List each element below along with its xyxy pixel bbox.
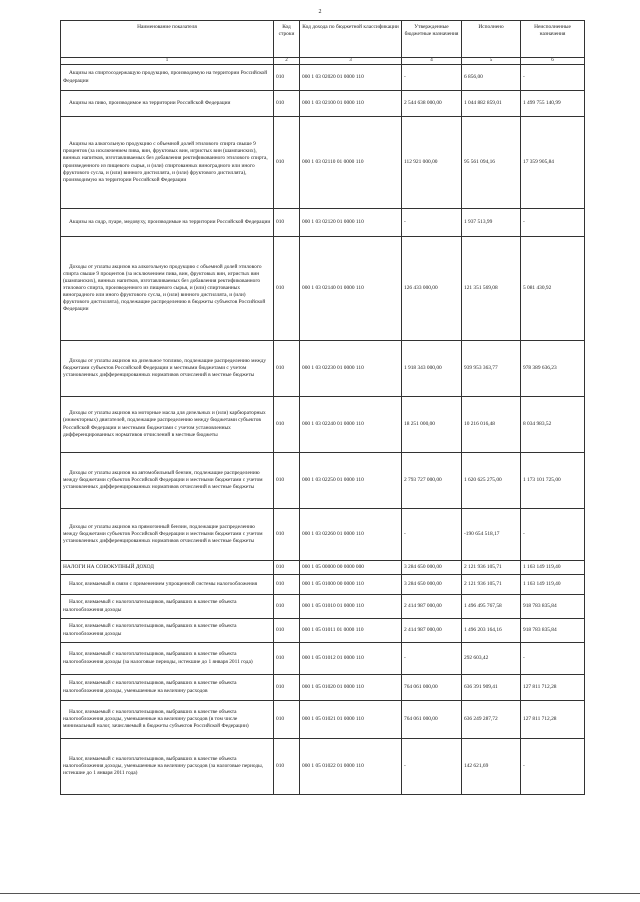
row-unexecuted-value: 1 163 149 119,40 — [521, 575, 585, 595]
row-income-code: 000 1 05 01022 01 0000 110 — [300, 739, 402, 795]
row-indicator-name: Акцизы на сидр, пуаре, медовуху, производимые на территории Российской Федерации — [61, 209, 274, 237]
row-unexecuted-value: 17 359 905,84 — [521, 117, 585, 209]
row-executed-value: 2 121 936 105,71 — [462, 561, 521, 575]
table-row — [61, 561, 585, 575]
row-approved-value: 764 061 000,00 — [402, 701, 462, 739]
row-unexecuted-value: - — [521, 509, 585, 561]
row-unexecuted-value: - — [521, 739, 585, 795]
table-row — [61, 117, 585, 209]
column-number-row — [61, 58, 585, 65]
row-executed-value: 142 621,69 — [462, 739, 521, 795]
row-income-code: 000 1 03 02250 01 0000 110 — [300, 453, 402, 509]
row-indicator-name: Налог, взимаемый в связи с применением упрощенной системы налогообложения — [61, 575, 274, 595]
header-income-code: Код дохода по бюджетной классификации — [300, 21, 402, 58]
row-approved-value: 2 544 638 000,00 — [402, 91, 462, 117]
row-approved-value: 2 414 987 000,00 — [402, 595, 462, 619]
row-line-code: 010 — [274, 595, 300, 619]
row-income-code: 000 1 05 01012 01 0000 110 — [300, 643, 402, 675]
row-unexecuted-value: 918 783 835,84 — [521, 595, 585, 619]
header-indicator-name: Наименование показателя — [61, 21, 274, 58]
row-line-code: 010 — [274, 675, 300, 701]
row-income-code: 000 1 03 02230 01 0000 110 — [300, 341, 402, 397]
bottom-rule — [0, 893, 640, 894]
row-executed-value: 1 044 882 859,01 — [462, 91, 521, 117]
row-executed-value: 10 216 016,48 — [462, 397, 521, 453]
row-income-code: 000 1 03 02110 01 0000 110 — [300, 117, 402, 209]
row-approved-value: 126 433 000,00 — [402, 237, 462, 341]
row-approved-value: 2 793 727 000,00 — [402, 453, 462, 509]
header-line-code: Код строки — [274, 21, 300, 58]
row-indicator-name: Акцизы на алкогольную продукцию с объемной долей этилового спирта свыше 9 процентов (за исключением пива, вин, фруктовых вин, игристых вин (шампанских), винных напитков, изготавливаемых без добавления ректификованного этилового спирта, произведенного из пищевого сырья, и (или) спиртованных виноградного или иного фруктового сусла, и (или) винного дистиллята, и (или) фруктового дистиллята), производимую на территории Российской Федерации — [61, 117, 274, 209]
table-row — [61, 91, 585, 117]
row-approved-value: - — [402, 739, 462, 795]
table-row — [61, 595, 585, 619]
row-executed-value: 1 496 495 767,58 — [462, 595, 521, 619]
row-approved-value: - — [402, 209, 462, 237]
row-income-code: 000 1 05 01021 01 0000 110 — [300, 701, 402, 739]
row-approved-value: - — [402, 643, 462, 675]
row-income-code: 000 1 05 01010 01 0000 110 — [300, 595, 402, 619]
row-line-code: 010 — [274, 453, 300, 509]
row-income-code: 000 1 05 01020 01 0000 110 — [300, 675, 402, 701]
row-executed-value: 1 620 625 275,00 — [462, 453, 521, 509]
row-income-code: 000 1 05 01000 00 0000 110 — [300, 575, 402, 595]
column-number: 1 — [61, 58, 274, 65]
row-income-code: 000 1 03 02140 01 0000 110 — [300, 237, 402, 341]
table-row — [61, 209, 585, 237]
row-income-code: 000 1 03 02240 01 0000 110 — [300, 397, 402, 453]
column-number: 3 — [300, 58, 402, 65]
row-indicator-name: Акцизы на спиртосодержащую продукцию, производимую на территории Российской Федерации — [61, 65, 274, 91]
column-number: 2 — [274, 58, 300, 65]
row-executed-value: 1 937 513,99 — [462, 209, 521, 237]
row-executed-value: 95 561 094,16 — [462, 117, 521, 209]
row-indicator-name: Налог, взимаемый с налогоплательщиков, выбравших в качестве объекта налогообложения доходы — [61, 619, 274, 643]
row-unexecuted-value: 918 783 835,84 — [521, 619, 585, 643]
header-approved: Утвержденные бюджетные назначения — [402, 21, 462, 58]
row-unexecuted-value: 1 499 755 140,99 — [521, 91, 585, 117]
row-line-code: 010 — [274, 701, 300, 739]
table-row — [61, 643, 585, 675]
row-indicator-name: Доходы от уплаты акцизов на дизельное топливо, подлежащие распределению между бюджетами субъектов Российской Федерации и местными бюджетами с учетом установленных дифференцированных нормативов отчислений в местные бюджеты — [61, 341, 274, 397]
row-line-code: 010 — [274, 397, 300, 453]
header-unexecuted: Неисполненные назначения — [521, 21, 585, 58]
row-indicator-name: Акцизы на пиво, производимое на территории Российской Федерации — [61, 91, 274, 117]
row-approved-value: 3 284 650 000,00 — [402, 561, 462, 575]
row-unexecuted-value: 5 081 430,92 — [521, 237, 585, 341]
row-line-code: 010 — [274, 509, 300, 561]
page-number: 2 — [318, 9, 322, 15]
row-approved-value: 764 061 000,00 — [402, 675, 462, 701]
row-unexecuted-value: - — [521, 65, 585, 91]
column-number: 6 — [521, 58, 585, 65]
row-income-code: 000 1 05 01011 01 0000 110 — [300, 619, 402, 643]
column-number: 4 — [402, 58, 462, 65]
table-row — [61, 341, 585, 397]
row-approved-value: 112 921 000,00 — [402, 117, 462, 209]
row-income-code: 000 1 03 02120 01 0000 110 — [300, 209, 402, 237]
row-line-code: 010 — [274, 209, 300, 237]
row-approved-value: 2 414 987 000,00 — [402, 619, 462, 643]
table-row — [61, 453, 585, 509]
row-indicator-name: Доходы от уплаты акцизов на алкогольную продукцию с объемной долей этилового спирта свыше 9 процентов (за исключением пива, вин, фруктовых вин, игристых вин (шампанских), винных напитков, изготавливаемых без добавления ректификованного этилового спирта, произведенного из пищевого сырья, и (или) спиртованных виноградного или иного фруктового сусла, и (или) винного дистиллята, и (или) фруктового дистиллята), подлежащие распределению в бюджеты субъектов Российской Федерации — [61, 237, 274, 341]
row-unexecuted-value: 1 173 101 725,00 — [521, 453, 585, 509]
row-line-code: 010 — [274, 117, 300, 209]
row-indicator-name: Доходы от уплаты акцизов на прямогонный бензин, подлежащие распределению между бюджетами субъектов Российской Федерации и местными бюджетами с учетом установленных дифференцированных нормативов отчислений в местные бюджеты — [61, 509, 274, 561]
header-executed: Исполнено — [462, 21, 521, 58]
row-unexecuted-value: 127 811 712,28 — [521, 675, 585, 701]
row-indicator-name: Доходы от уплаты акцизов на автомобильный бензин, подлежащие распределению между бюджетами субъектов Российской Федерации и местными бюджетами с учетом установленных дифференцированных нормативов отчислений в местные бюджеты — [61, 453, 274, 509]
row-executed-value: 6 856,00 — [462, 65, 521, 91]
row-unexecuted-value: 8 034 983,52 — [521, 397, 585, 453]
row-income-code: 000 1 03 02260 01 0000 110 — [300, 509, 402, 561]
row-line-code: 010 — [274, 619, 300, 643]
row-line-code: 010 — [274, 237, 300, 341]
table-row — [61, 619, 585, 643]
row-line-code: 010 — [274, 65, 300, 91]
column-number: 5 — [462, 58, 521, 65]
row-indicator-name: Доходы от уплаты акцизов на моторные масла для дизельных и (или) карбюраторных (инжекторных) двигателей, подлежащие распределению между бюджетами субъектов Российской Федерации и местными бюджетами с учетом установленных дифференцированных нормативов отчислений в местные бюджеты — [61, 397, 274, 453]
row-income-code: 000 1 05 00000 00 0000 000 — [300, 561, 402, 575]
row-unexecuted-value: - — [521, 643, 585, 675]
row-executed-value: 1 496 203 164,16 — [462, 619, 521, 643]
row-indicator-name: Налог, взимаемый с налогоплательщиков, выбравших в качестве объекта налогообложения доходы — [61, 595, 274, 619]
table-row — [61, 509, 585, 561]
row-executed-value: 2 121 936 105,71 — [462, 575, 521, 595]
row-approved-value: - — [402, 509, 462, 561]
row-unexecuted-value: 1 163 149 119,40 — [521, 561, 585, 575]
row-indicator-name: Налог, взимаемый с налогоплательщиков, выбравших в качестве объекта налогообложения доходы (за налоговые периоды, истекшие до 1 января 2011 года) — [61, 643, 274, 675]
income-report-table — [60, 20, 585, 795]
row-indicator-name: Налог, взимаемый с налогоплательщиков, выбравших в качестве объекта налогообложения доходы, уменьшенные на величину расходов (за налоговые периоды, истекшие до 1 января 2011 года) — [61, 739, 274, 795]
row-unexecuted-value: - — [521, 209, 585, 237]
row-approved-value: 1 918 343 000,00 — [402, 341, 462, 397]
row-executed-value: 121 351 569,08 — [462, 237, 521, 341]
row-executed-value: 636 249 287,72 — [462, 701, 521, 739]
row-income-code: 000 1 03 02100 01 0000 110 — [300, 91, 402, 117]
row-line-code: 010 — [274, 91, 300, 117]
row-unexecuted-value: 127 811 712,28 — [521, 701, 585, 739]
table-row — [61, 65, 585, 91]
table-row — [61, 701, 585, 739]
row-executed-value: 939 953 363,77 — [462, 341, 521, 397]
row-executed-value: 636 391 909,41 — [462, 675, 521, 701]
row-executed-value: -190 654 518,17 — [462, 509, 521, 561]
table-row — [61, 575, 585, 595]
table-row — [61, 237, 585, 341]
row-approved-value: 3 284 650 000,00 — [402, 575, 462, 595]
row-approved-value: - — [402, 65, 462, 91]
row-approved-value: 18 251 000,00 — [402, 397, 462, 453]
row-indicator-name: Налог, взимаемый с налогоплательщиков, выбравших в качестве объекта налогообложения доходы, уменьшенные на величину расходов — [61, 675, 274, 701]
row-unexecuted-value: 978 389 636,23 — [521, 341, 585, 397]
table-row — [61, 675, 585, 701]
row-line-code: 010 — [274, 341, 300, 397]
row-line-code: 010 — [274, 575, 300, 595]
table-row — [61, 397, 585, 453]
row-executed-value: 292 603,42 — [462, 643, 521, 675]
row-income-code: 000 1 03 02020 01 0000 110 — [300, 65, 402, 91]
table-row — [61, 739, 585, 795]
row-line-code: 010 — [274, 643, 300, 675]
header-row — [61, 21, 585, 58]
row-line-code: 010 — [274, 561, 300, 575]
row-indicator-name: Налог, взимаемый с налогоплательщиков, выбравших в качестве объекта налогообложения доходы, уменьшенные на величину расходов (в том числе минимальный налог, зачисляемый в бюджеты субъектов Российской Федерации) — [61, 701, 274, 739]
row-indicator-name: НАЛОГИ НА СОВОКУПНЫЙ ДОХОД — [61, 561, 274, 575]
row-line-code: 010 — [274, 739, 300, 795]
